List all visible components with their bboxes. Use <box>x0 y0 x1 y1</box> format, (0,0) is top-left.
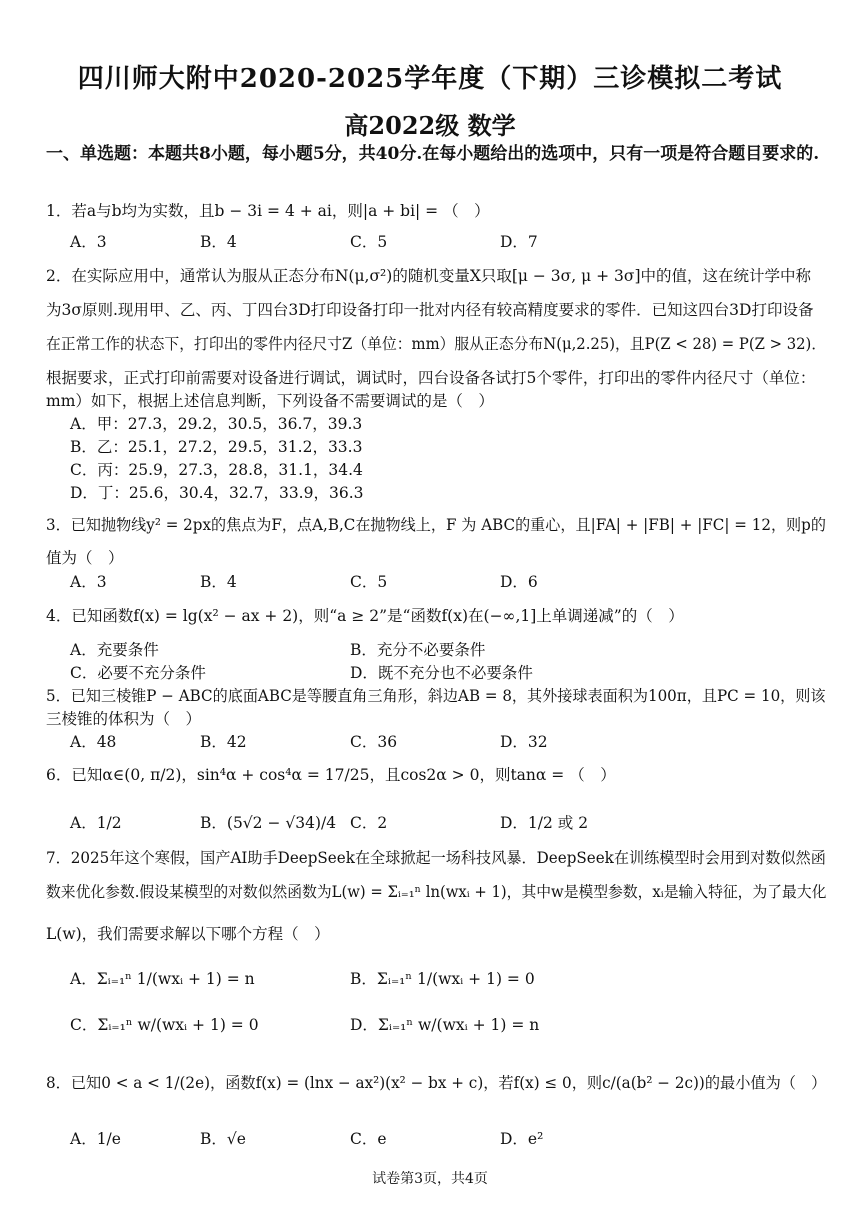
q5-option-a: A．48 <box>70 733 117 751</box>
q4-option-a: A．充要条件 <box>70 641 159 659</box>
q6-option-d: D．1/2 或 2 <box>500 814 589 832</box>
q4-option-c: C．必要不充分条件 <box>70 664 206 682</box>
q7-option-b: B．Σᵢ₌₁ⁿ 1/(wxᵢ + 1) = 0 <box>350 970 535 988</box>
section-heading: 一、单选题：本题共8小题，每小题5分，共40分.在每小题给出的选项中，只有一项是符合题目要求的. <box>46 144 820 164</box>
q5-option-d: D．32 <box>500 733 548 751</box>
question-2-line-4: 根据要求，正式打印前需要对设备进行调试，调试时，四台设备各试打5个零件，打印出的零件内径尺寸（单位： <box>46 369 816 387</box>
question-2-line-3: 在正常工作的状态下，打印出的零件内径尺寸Z（单位：mm）服从正态分布N(μ,2.25)，且P(Z < 28) = P(Z > 32)． <box>46 335 827 353</box>
q3-option-d: D．6 <box>500 573 538 591</box>
q3-option-c: C．5 <box>350 573 388 591</box>
page-footer: 试卷第3页，共4页 <box>372 1171 488 1187</box>
q7-option-a: A．Σᵢ₌₁ⁿ 1/(wxᵢ + 1) = n <box>70 970 255 988</box>
q2-option-d: D．丁：25.6，30.4，32.7，33.9，36.3 <box>70 484 364 502</box>
question-3-line-1: 3．已知抛物线y² = 2px的焦点为F，点A,B,C在抛物线上，F 为 ABC的重心，且|FA| + |FB| + |FC| = 12，则p的 <box>46 516 826 534</box>
q3-option-a: A．3 <box>70 573 107 591</box>
question-5-line-2: 三棱锥的体积为（ ） <box>46 710 202 728</box>
question-3-line-2: 值为（ ） <box>46 549 124 567</box>
q4-option-d: D．既不充分也不必要条件 <box>350 664 533 682</box>
q6-option-b: B．(5√2 − √34)/4 <box>200 814 337 832</box>
question-2-line-5: mm）如下，根据上述信息判断，下列设备不需要调试的是（ ） <box>46 392 494 410</box>
question-7-line-2: 数来优化参数.假设某模型的对数似然函数为L(w) = Σᵢ₌₁ⁿ ln(wxᵢ + 1)，其中w是模型参数，xᵢ是输入特征，为了最大化 <box>46 883 827 901</box>
q1-option-b: B．4 <box>200 233 237 251</box>
question-2-line-1: 2．在实际应用中，通常认为服从正态分布N(μ,σ²)的随机变量X只取[μ − 3σ, μ + 3σ]中的值，这在统计学中称 <box>46 267 812 285</box>
question-6-stem: 6．已知α∈(0, π/2)，sin⁴α + cos⁴α = 17/25，且cos2α > 0，则tanα = （ ） <box>46 766 616 784</box>
q1-option-c: C．5 <box>350 233 388 251</box>
q1-option-a: A．3 <box>70 233 107 251</box>
q5-option-b: B．42 <box>200 733 247 751</box>
question-8-stem: 8．已知0 < a < 1/(2e)，函数f(x) = (lnx − ax²)(x² − bx + c)，若f(x) ≤ 0，则c/(a(b² − 2c))的最小值为（ ） <box>46 1074 827 1092</box>
q4-option-b: B．充分不必要条件 <box>350 641 486 659</box>
question-7-line-3: L(w)，我们需要求解以下哪个方程（ ） <box>46 925 330 943</box>
question-5-line-1: 5．已知三棱锥P − ABC的底面ABC是等腰直角三角形，斜边AB = 8，其外接球表面积为100π，且PC = 10，则该 <box>46 687 826 705</box>
q7-option-d: D．Σᵢ₌₁ⁿ w/(wxᵢ + 1) = n <box>350 1016 540 1034</box>
q8-option-c: C．e <box>350 1130 387 1148</box>
exam-title: 四川师大附中2020-2025学年度（下期）三诊模拟二考试 <box>77 64 783 94</box>
q8-option-d: D．e² <box>500 1130 544 1148</box>
q2-option-a: A．甲：27.3，29.2，30.5，36.7，39.3 <box>70 415 363 433</box>
question-7-line-1: 7．2025年这个寒假，国产AI助手DeepSeek在全球掀起一场科技风暴．DeepSeek在训练模型时会用到对数似然函 <box>46 849 826 867</box>
question-1-stem: 1．若a与b均为实数，且b − 3i = 4 + ai，则|a + bi| = （ ） <box>46 202 490 220</box>
q2-option-c: C．丙：25.9，27.3，28.8，31.1，34.4 <box>70 461 363 479</box>
q3-option-b: B．4 <box>200 573 237 591</box>
q7-option-c: C．Σᵢ₌₁ⁿ w/(wxᵢ + 1) = 0 <box>70 1016 259 1034</box>
q8-option-a: A．1/e <box>70 1130 121 1148</box>
q8-option-b: B．√e <box>200 1130 246 1148</box>
exam-subtitle: 高2022级 数学 <box>344 111 516 140</box>
q6-option-c: C．2 <box>350 814 388 832</box>
q1-option-d: D．7 <box>500 233 538 251</box>
question-4-stem: 4．已知函数f(x) = lg(x² − ax + 2)，则“a ≥ 2”是“函数f(x)在(−∞,1]上单调递减”的（ ） <box>46 607 684 625</box>
q2-option-b: B．乙：25.1，27.2，29.5，31.2，33.3 <box>70 438 363 456</box>
question-2-line-2: 为3σ原则.现用甲、乙、丙、丁四台3D打印设备打印一批对内径有较高精度要求的零件．已知这四台3D打印设备 <box>46 301 814 319</box>
q5-option-c: C．36 <box>350 733 398 751</box>
q6-option-a: A．1/2 <box>70 814 122 832</box>
